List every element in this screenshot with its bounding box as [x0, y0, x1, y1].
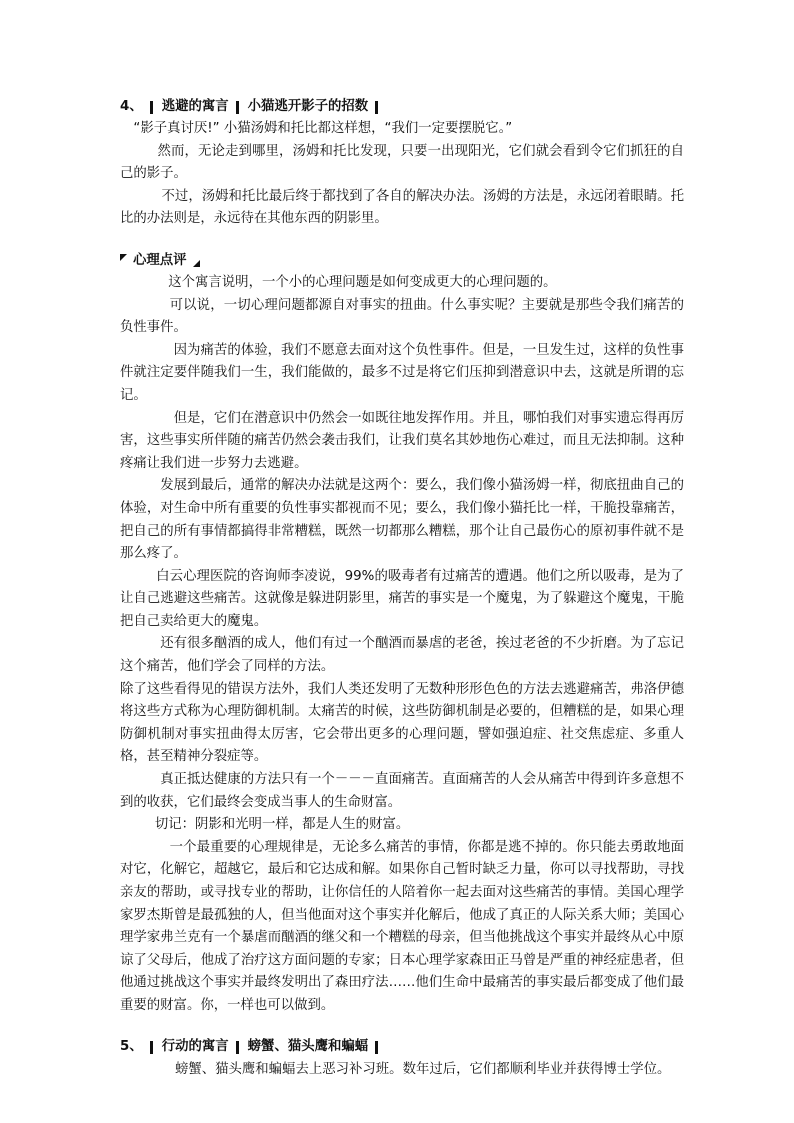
heading-bar-icon: [150, 1041, 153, 1054]
corner-triangle-icon: [193, 260, 200, 267]
paragraph: “影子真讨厌!” 小猫汤姆和托比都这样想，“我们一定要摆脱它。”: [133, 121, 513, 136]
paragraph: 因为痛苦的体验，我们不愿意去面对这个负性事件。但是，一旦发生过，这样的负性事件就注定要伴随我们一生，我们能做的，最多不过是将它们压抑到潜意识中去，这就是所谓的忘记。: [120, 342, 684, 403]
section-title: 行动的寓言: [161, 1039, 229, 1055]
section-number: 5、: [120, 1039, 143, 1055]
heading-bar-icon: [236, 1041, 239, 1054]
document-page: [120, 96, 684, 1081]
paragraph: 切记：阴影和光明一样，都是人生的财富。: [154, 817, 410, 833]
section-subtitle: 螃蟹、猫头鹰和蝙蝠: [247, 1039, 369, 1055]
paragraph: 可以说，一切心理问题都源自对事实的扭曲。什么事实呢？主要就是那些令我们痛苦的负性事件。: [120, 297, 684, 336]
heading-bar-icon: [375, 101, 378, 114]
section-subtitle: 小猫逃开影子的招数: [247, 98, 369, 114]
paragraph: 除了这些看得见的错误方法外，我们人类还发明了无数种形形色色的方法去逃避痛苦，弗洛伊德将这些方式称为心理防御机制。太痛苦的时候，这些防御机制是必要的，但糟糕的是，如果心理防御机制对事实扭曲得太厉害，它会带出更多的心理问题，譬如强迫症、社交焦虑症、多重人格，甚至精神分裂症等。: [120, 681, 684, 765]
paragraph: 这个寓言说明，一个小的心理问题是如何变成更大的心理问题的。: [168, 274, 557, 290]
paragraph: 但是，它们在潜意识中仍然会一如既往地发挥作用。并且，哪怕我们对事实遗忘得再厉害，这些事实所伴随的痛苦仍然会袭击我们，让我们莫名其妙地伤心难过，而且无法抑制。这种疼痛让我们进一步努力去逃避。: [120, 410, 684, 471]
paragraph: 白云心理医院的咨询师李凌说，99%的吸毒者有过痛苦的遭遇。他们之所以吸毒，是为了让自己逃避这些痛苦。这就像是躲进阴影里，痛苦的事实是一个魔鬼，为了躲避这个魔鬼，干脆把自己卖给更大的魔鬼。: [120, 568, 684, 629]
paragraph: 然而，无论走到哪里，汤姆和托比发现，只要一出现阳光，它们就会看到令它们抓狂的自己的影子。: [120, 143, 684, 182]
paragraph: 还有很多酗酒的成人，他们有过一个酗酒而暴虐的老爸，挨过老爸的不少折磨。为了忘记这个痛苦，他们学会了同样的方法。: [120, 636, 684, 675]
section-title: 逃避的寓言: [161, 98, 229, 114]
heading-bar-icon: [236, 101, 239, 114]
comment-heading: [120, 250, 684, 272]
heading-bar-icon: [150, 101, 153, 114]
section4-heading: [120, 96, 684, 118]
paragraph: 螃蟹、猫头鹰和蝙蝠去上恶习补习班。数年过后，它们都顺利毕业并获得博士学位。: [174, 1061, 671, 1077]
heading-bar-icon: [375, 1041, 378, 1054]
paragraph: 一个最重要的心理规律是，无论多么痛苦的事情，你都是逃不掉的。你只能去勇敢地面对它，化解它，超越它，最后和它达成和解。如果你自己暂时缺乏力量，你可以寻找帮助，寻找亲友的帮助，或寻找专业的帮助，让你信任的人陪着你一起去面对这些痛苦的事情。美国心理学家罗杰斯曾是最孤独的人，但当他面对这个事实并化解后，他成了真正的人际关系大师；美国心理学家弗兰克有一个暴虐而酗酒的继父和一个糟糕的母亲，但当他挑战这个事实并最终从心中原谅了父母后，他成了治疗这方面问题的专家；日本心理学家森田正马曾是严重的神经症患者，但他通过挑战这个事实并最终发明出了森田疗法……他们生命中最痛苦的事实最后都变成了他们最重要的财富。你，一样也可以做到。: [120, 839, 684, 1013]
paragraph: 不过，汤姆和托比最后终于都找到了各自的解决办法。汤姆的方法是，永远闭着眼睛。托比的办法则是，永远待在其他东西的阴影里。: [120, 188, 684, 227]
section-number: 4、: [120, 98, 143, 114]
corner-triangle-icon: [120, 254, 127, 261]
paragraph: 发展到最后，通常的解决办法就是这两个：要么，我们像小猫汤姆一样，彻底扭曲自己的体验，对生命中所有重要的负性事实都视而不见；要么，我们像小猫托比一样，干脆投靠痛苦，把自己的所有事情都搞得非常糟糕，既然一切都那么糟糕，那个让自己最伤心的原初事件就不是那么疼了。: [120, 478, 684, 562]
paragraph: 真正抵达健康的方法只有一个－－－直面痛苦。直面痛苦的人会从痛苦中得到许多意想不到的收获，它们最终会变成当事人的生命财富。: [120, 772, 684, 810]
comment-title: 心理点评: [133, 252, 187, 268]
section5-heading: [120, 1037, 684, 1059]
